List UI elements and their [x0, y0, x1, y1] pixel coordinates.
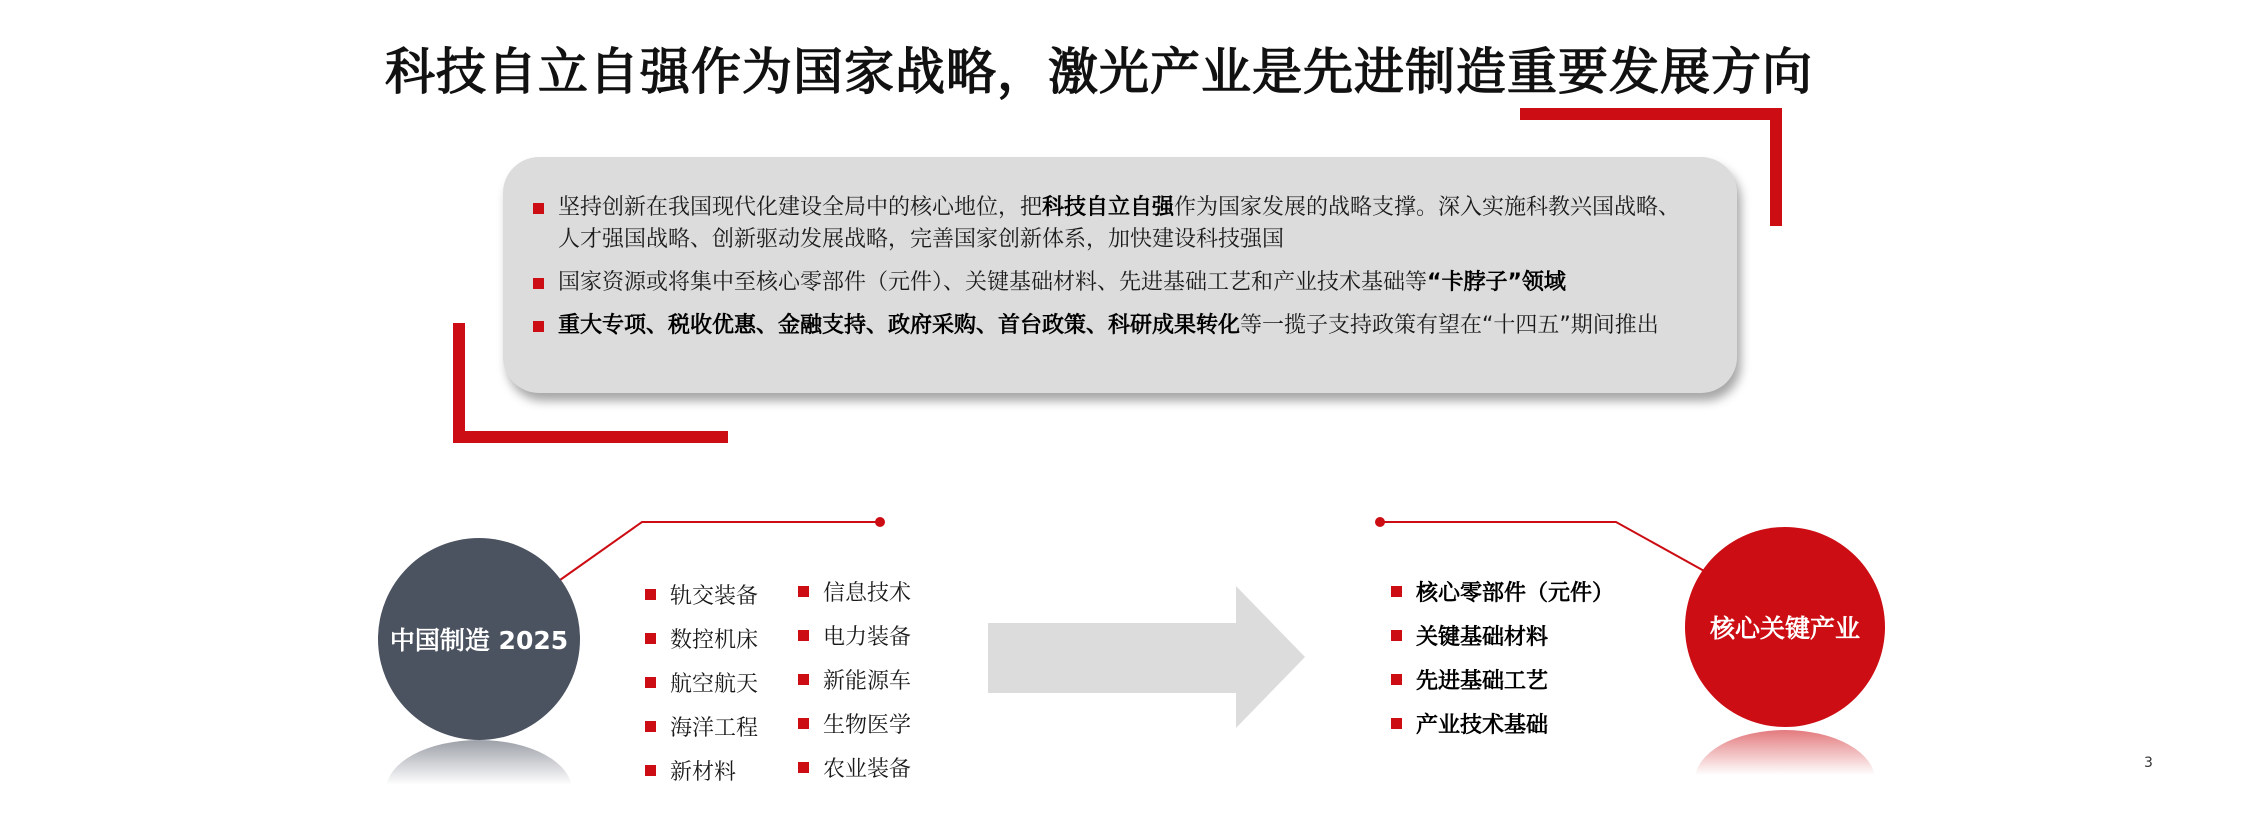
list-item: [645, 704, 758, 748]
list-item-label: 农业装备: [823, 756, 912, 782]
square-bullet-icon: [645, 765, 656, 776]
list-item-label: 数控机床: [670, 627, 759, 653]
list-item: [645, 748, 758, 792]
callout-item-1-bold: 科技自立自强: [1042, 195, 1175, 220]
right-connector-dot: [1375, 517, 1385, 527]
page-number: 3: [2144, 755, 2153, 771]
list-item-label: 核心零部件（元件）: [1416, 580, 1615, 606]
square-bullet-icon: [645, 589, 656, 600]
industry-list-middle: [798, 569, 911, 789]
callout-item-3-bold: 重大专项、税收优惠、金融支持、政府采购、首台政策、科研成果转化: [558, 313, 1241, 338]
square-bullet-icon: [1391, 674, 1402, 685]
square-bullet-icon: [1391, 630, 1402, 641]
list-item: [798, 657, 911, 701]
list-item-label: 海洋工程: [670, 715, 759, 741]
callout-item-1-pre: 坚持创新在我国现代化建设全局中的核心地位，把: [558, 195, 1043, 220]
square-bullet-icon: [798, 586, 809, 597]
list-item-label: 航空航天: [670, 671, 759, 697]
right-arrow-icon: [988, 586, 1305, 728]
square-bullet-icon: [798, 674, 809, 685]
square-bullet-icon: [645, 633, 656, 644]
callout-item-3-post: 等一揽子支持政策有望在“十四五”期间推出: [1240, 313, 1659, 338]
list-item: [645, 616, 758, 660]
list-item-label: 生物医学: [823, 712, 912, 738]
list-item-label: 电力装备: [823, 624, 912, 650]
core-industry-circle: [1685, 527, 1885, 727]
right-circle-label: 核心关键产业: [1709, 614, 1860, 643]
list-item-label: 新能源车: [823, 668, 912, 694]
square-bullet-icon: [1391, 586, 1402, 597]
left-circle-reflection: [386, 740, 572, 840]
square-bullet-icon: [645, 721, 656, 732]
callout-item-1-post: 作为国家发展的战略支撑。深入实施科教兴国战略、: [1174, 195, 1681, 220]
square-bullet-icon: [798, 630, 809, 641]
list-item-label: 先进基础工艺: [1416, 668, 1549, 694]
callout-item-2-pre: 国家资源或将集中至核心零部件（元件）、关键基础材料、先进基础工艺和产业技术基础等: [558, 270, 1428, 295]
industry-list-left: [645, 572, 758, 792]
square-bullet-icon: [798, 718, 809, 729]
list-item-label: 关键基础材料: [1416, 624, 1549, 650]
left-connector-dot: [875, 517, 885, 527]
square-bullet-icon: [645, 677, 656, 688]
list-item: [645, 660, 758, 704]
list-item: [1391, 657, 1614, 701]
callout-item-1-line2: 人才强国战略、创新驱动发展战略，完善国家创新体系，加快建设科技强国: [558, 227, 1285, 252]
list-item-label: 产业技术基础: [1416, 712, 1549, 738]
list-item-label: 新材料: [670, 759, 737, 785]
list-item: [798, 569, 911, 613]
list-item: [798, 745, 911, 789]
core-industry-list: [1391, 569, 1614, 745]
list-item: [1391, 569, 1614, 613]
list-item: [798, 701, 911, 745]
callout-item-2-bold: “卡脖子”领域: [1427, 270, 1566, 295]
list-item: [1391, 613, 1614, 657]
right-circle-reflection: [1695, 730, 1875, 830]
made-in-china-2025-circle: [378, 538, 580, 740]
page-title: 科技自立自强作为国家战略，激光产业是先进制造重要发展方向: [385, 43, 1813, 101]
list-item: [645, 572, 758, 616]
list-item-label: 轨交装备: [670, 583, 759, 609]
list-item: [1391, 701, 1614, 745]
square-bullet-icon: [1391, 718, 1402, 729]
square-bullet-icon: [798, 762, 809, 773]
list-item: [798, 613, 911, 657]
list-item-label: 信息技术: [823, 580, 912, 606]
left-circle-label: 中国制造 2025: [389, 626, 569, 655]
